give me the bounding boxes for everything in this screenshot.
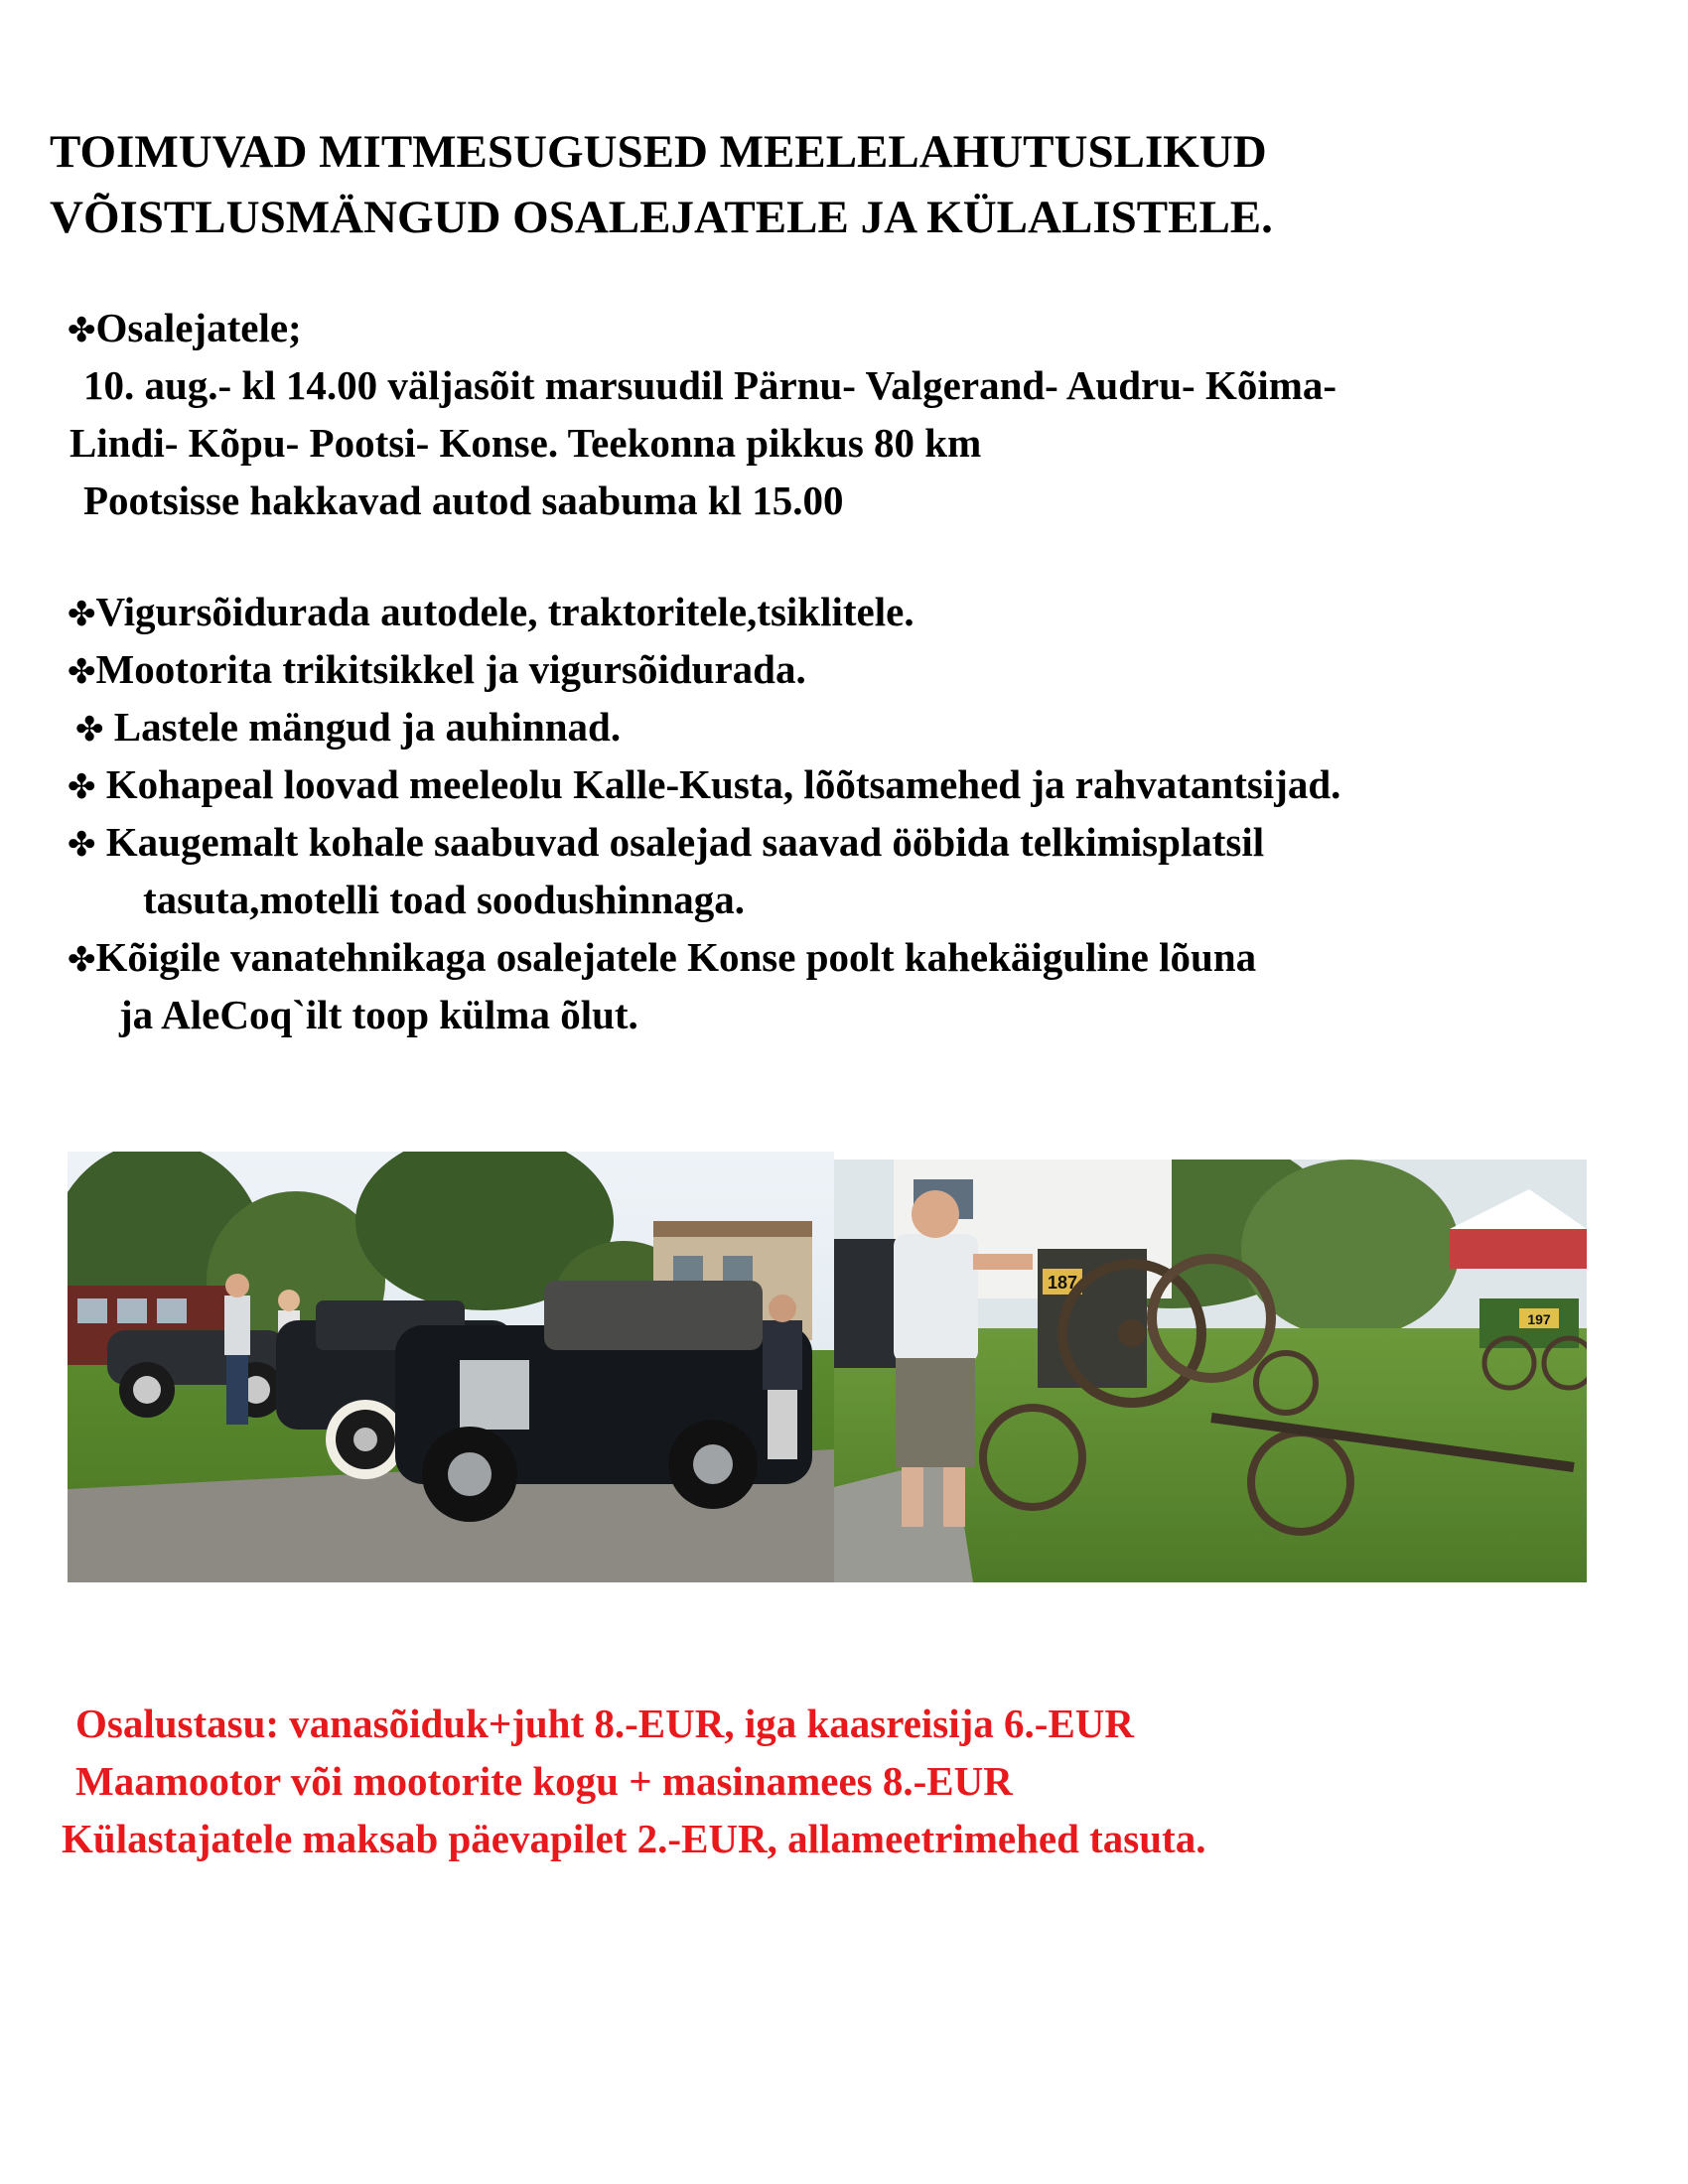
vintage-cars-photo (68, 1152, 834, 1582)
feature-item: ✤Kõigile vanatehnikaga osalejatele Konse poolt kahekäiguline lõuna (68, 934, 1257, 980)
headline-line-1: TOIMUVAD MITMESUGUSED MEELELAHUTUSLIKUD (50, 126, 1267, 178)
feature-item-continuation: ja AleCoq`ilt toop külma õlut. (119, 992, 638, 1037)
clover-icon: ✤ (68, 767, 96, 807)
stationary-engine-photo (834, 1160, 1587, 1582)
feature-item-continuation: tasuta,motelli toad soodushinnaga. (143, 877, 746, 922)
engine-number-plate-2: 197 (1527, 1311, 1551, 1327)
feature-item: ✤ Kohapeal loovad meeleolu Kalle-Kusta, lõõtsamehed ja rahvatantsijad. (68, 761, 1341, 807)
clover-icon: ✤ (68, 825, 96, 865)
fee-line-engines: Maamootor või mootorite kogu + masinamees 8.-EUR (75, 1758, 1013, 1804)
feature-item: ✤ Lastele mängud ja auhinnad. (75, 704, 622, 750)
fee-line-participants: Osalustasu: vanasõiduk+juht 8.-EUR, iga kaasreisija 6.-EUR (75, 1701, 1135, 1746)
fee-line-visitors: Külastajatele maksab päevapilet 2.-EUR, allameetrimehed tasuta. (62, 1816, 1206, 1861)
feature-item: ✤Vigursõidurada autodele, traktoritele,tsiklitele. (68, 589, 914, 634)
clover-icon: ✤ (75, 710, 104, 750)
participants-arrival-line: Pootsisse hakkavad autod saabuma kl 15.00 (83, 478, 844, 523)
engine-number-plate: 187 (1047, 1273, 1078, 1293)
clover-icon: ✤ (68, 311, 96, 350)
headline (50, 119, 1618, 250)
feature-item: ✤Mootorita trikitsikkel ja vigursõidurada. (68, 646, 806, 692)
participants-route-line-1: 10. aug.- kl 14.00 väljasõit marsuudil Pärnu- Valgerand- Audru- Kõima- (83, 362, 1337, 408)
feature-item: ✤ Kaugemalt kohale saabuvad osalejad saavad ööbida telkimisplatsil (68, 819, 1265, 865)
vintage-cars-illustration (68, 1152, 834, 1582)
clover-icon: ✤ (68, 940, 96, 980)
stationary-engine-illustration (834, 1160, 1587, 1582)
participants-heading: ✤Osalejatele; (68, 305, 302, 350)
participants-route-line-2: Lindi- Kõpu- Pootsi- Konse. Teekonna pikkus 80 km (70, 420, 982, 466)
headline-line-2: VÕISTLUSMÄNGUD OSALEJATELE JA KÜLALISTELE. (50, 192, 1273, 243)
clover-icon: ✤ (68, 652, 96, 692)
clover-icon: ✤ (68, 595, 96, 634)
